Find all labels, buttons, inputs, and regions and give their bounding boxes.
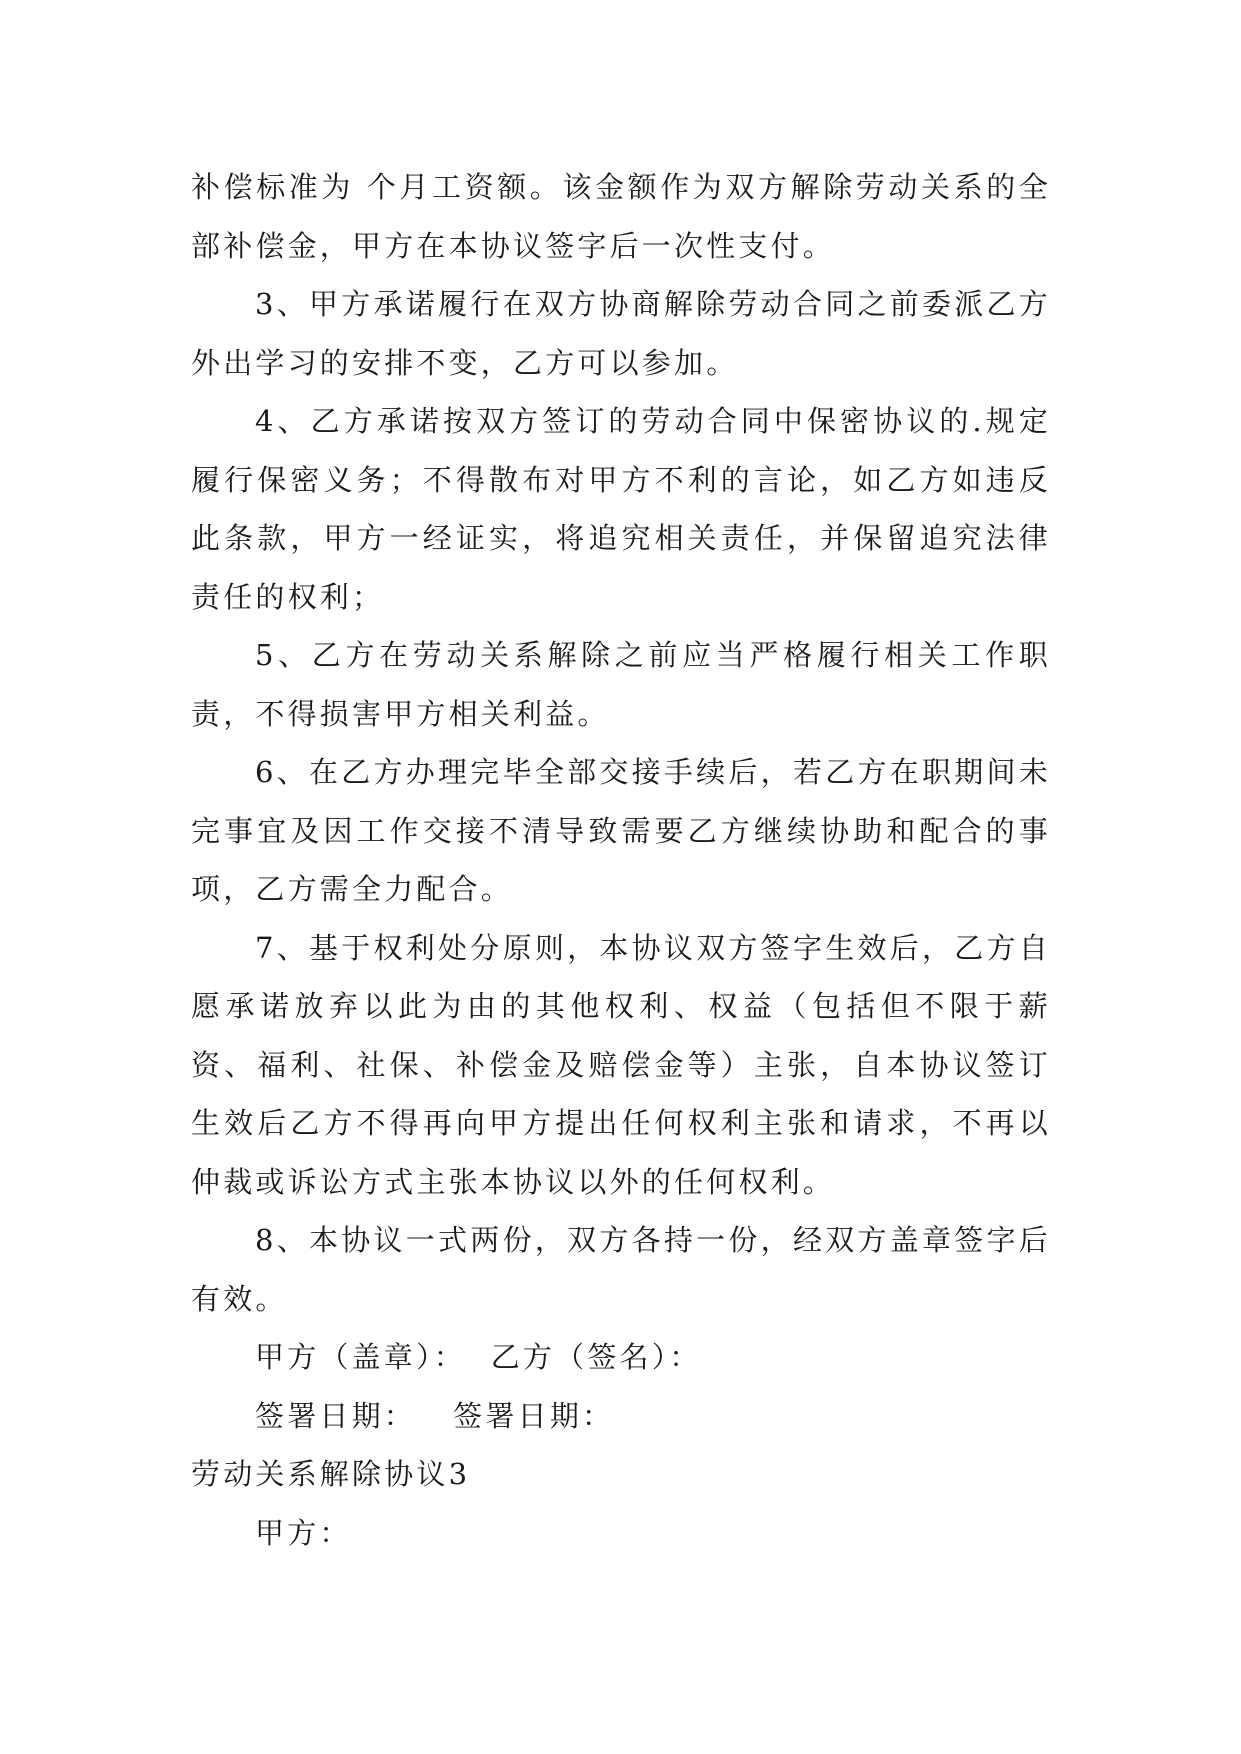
paragraph-clause-5: 5、乙方在劳动关系解除之前应当严格履行相关工作职责，不得损害甲方相关利益。 xyxy=(191,638,1051,731)
paragraph-clause-8: 8、本协议一式两份，双方各持一份，经双方盖章签字后有效。 xyxy=(191,1223,1051,1316)
paragraph-clause-6: 6、在乙方办理完毕全部交接手续后，若乙方在职期间未完事宜及因工作交接不清导致需要乙方继续协助和配合的事项，乙方需全力配合。 xyxy=(191,755,1051,906)
party-a-label: 甲方： xyxy=(255,1515,352,1550)
paragraph-clause-4: 4、乙方承诺按双方签订的劳动合同中保密协议的.规定履行保密义务；不得散布对甲方不利的言论，如乙方如违反此条款，甲方一经证实，将追究相关责任，并保留追究法律责任的权利； xyxy=(191,404,1051,614)
paragraph-compensation: 补偿标准为 个月工资额。该金额作为双方解除劳动关系的全部补偿金，甲方在本协议签字后一次性支付。 xyxy=(191,170,1051,263)
signature-line: 甲方（盖章）： 乙方（签名）： xyxy=(255,1340,702,1374)
document-body xyxy=(191,158,1051,1562)
date-line: 签署日期： 签署日期： xyxy=(255,1398,615,1433)
paragraph-clause-3: 3、甲方承诺履行在双方协商解除劳动合同之前委派乙方外出学习的安排不变，乙方可以参加。 xyxy=(191,287,1051,380)
paragraph-clause-7: 7、基于权利处分原则，本协议双方签字生效后，乙方自愿承诺放弃以此为由的其他权利、权益（包括但不限于薪资、福利、社保、补偿金及赔偿金等）主张，自本协议签订生效后乙方不得再向甲方提出任何权利主张和请求，不再以仲裁或诉讼方式主张本协议以外的任何权利。 xyxy=(191,930,1051,1199)
section-title: 劳动关系解除协议3 xyxy=(191,1457,471,1491)
